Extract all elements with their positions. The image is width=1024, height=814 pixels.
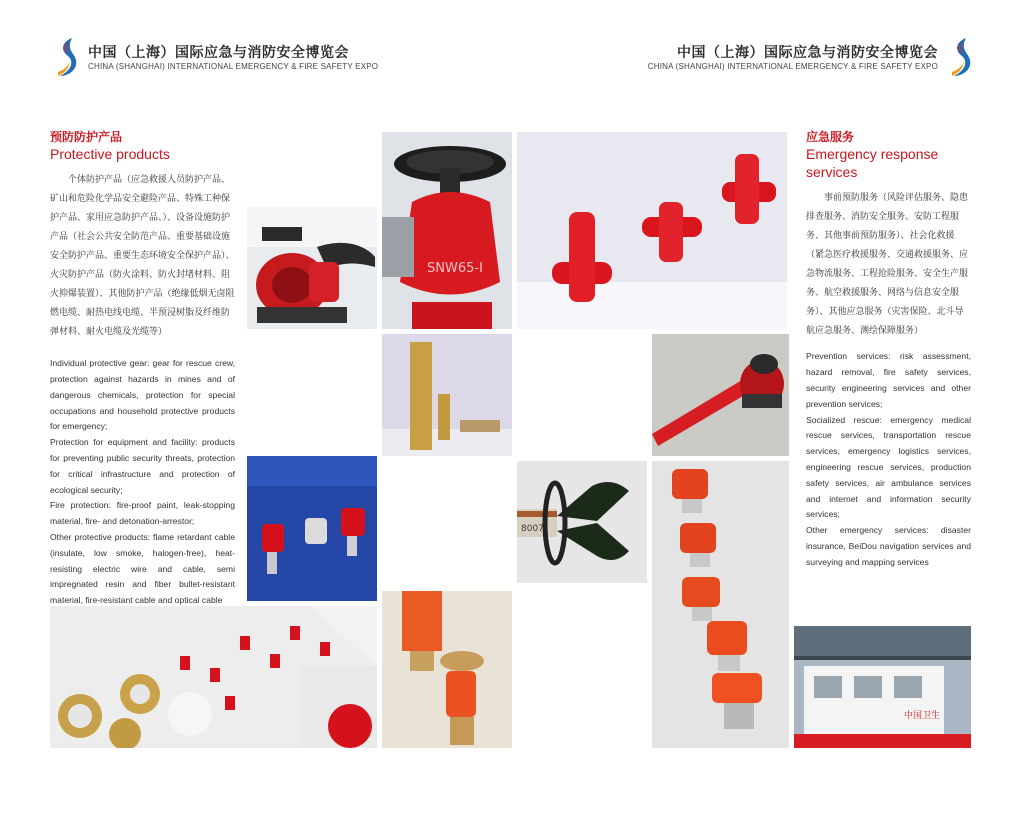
section-title-cn: 预防防护产品: [50, 130, 123, 144]
photo-pipe-fittings: [517, 132, 787, 329]
photo-leaf-blower: [247, 207, 377, 329]
body-paragraph: Individual protective gear: gear for rescue crew, protection against hazards in mines and of dangerous chemicals, protection for special occupations and household protective products for emergency;: [50, 358, 235, 432]
emergency-services-section: [806, 128, 971, 571]
protective-products-section: [50, 128, 235, 609]
section-body-cn: 个体防护产品（应急救援人员防护产品、矿山和危险化学品安全避险产品、特殊工种保护产品、家用应急防护产品、）、设备设施防护产品（社会公共安全防范产品、重要基础设施安全防护产品、重要生态环境安全保护产品）、火灾防护产品（防火涂料、防火封堵材料、阻火抑爆装置）、其他防护产品（绝缘低烟无卤阻燃电缆、耐热电线电缆、半预浸树脂及纤维防弹材料、耐火电缆及光缆等）: [50, 175, 235, 338]
photo-rescue-tent: [794, 626, 971, 748]
expo-title-en: CHINA (SHANGHAI) INTERNATIONAL EMERGENCY & FIRE SAFETY EXPO: [647, 61, 938, 71]
tent-marking: 中国卫生: [904, 711, 941, 721]
photo-sprinkler-display: [50, 606, 377, 748]
valve-marking: SNW65-I: [427, 261, 483, 276]
photo-sprinkler-parts: [247, 456, 377, 601]
photo-fire-hydrant-valve: [382, 132, 512, 329]
expo-title-cn: 中国（上海）国际应急与消防安全博览会: [677, 44, 938, 61]
photo-cutter-tool: [517, 461, 647, 583]
body-paragraph: Other protective products: flame retardant cable (insulate, low smoke, halogen-free), heat-resisting electric wire and cable, semi impregnated resin and fiber bullet-resistant material, fire-resistant cable and optical cable: [50, 531, 235, 606]
section-title-cn: 应急服务: [806, 130, 855, 144]
header-left: [54, 36, 378, 80]
photo-fiber-tubes: [382, 334, 512, 456]
body-paragraph: Other emergency services: disaster insurance, BeiDou navigation services and surveying and mapping services: [806, 525, 971, 567]
section-body-cn: 事前预防服务（风险评估服务、隐患排查服务、消防安全服务、安防工程服务、其他事前预防服务）、社会化救援（紧急医疗救援服务、交通救援服务、应急物流服务、工程抢险服务、安全生产服务、航空救援服务、网络与信息安全服务）、其他应急服务（灾害保险、北斗导航应急服务、测绘保障服务）: [806, 193, 969, 337]
photo-sprinkler-closeup: [382, 591, 512, 748]
expo-title-cn: 中国（上海）国际应急与消防安全博览会: [88, 44, 349, 61]
section-title-en: Protective products: [50, 146, 170, 162]
expo-title-en: CHINA (SHANGHAI) INTERNATIONAL EMERGENCY & FIRE SAFETY EXPO: [88, 61, 379, 71]
tape-marking: 8007: [521, 524, 544, 534]
body-paragraph: Prevention services: risk assessment, hazard removal, fire safety services, security engineering services and other prevention services;: [806, 351, 971, 409]
section-title-en: Emergency response services: [806, 146, 939, 181]
expo-logo-icon: [948, 36, 974, 80]
header-right: [648, 36, 974, 80]
expo-logo-icon: [54, 36, 80, 80]
body-paragraph: Socialized rescue: emergency medical rescue services, transportation rescue services, emergency logistics services, engineering rescue services, production safety services, air ambulance services and internet and information security services;: [806, 414, 971, 520]
body-paragraph: Fire protection: fire-proof paint, leak-stopping material, fire- and detonation-arrestor;: [50, 500, 235, 527]
photo-red-blower-pipe: [652, 334, 789, 456]
body-paragraph: Protection for equipment and facility: products for preventing public security threats, protection for critical infrastructure and protection of ecological security;: [50, 437, 235, 495]
photo-sprinkler-heads: [652, 461, 789, 748]
